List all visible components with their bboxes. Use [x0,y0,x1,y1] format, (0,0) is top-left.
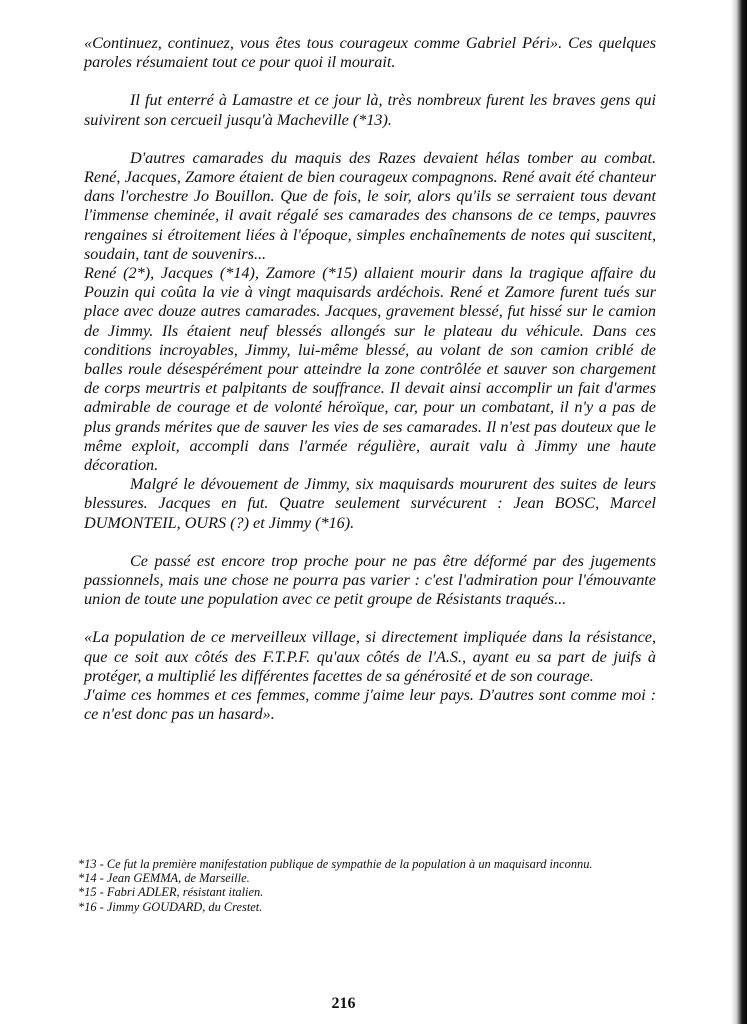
paragraph-admiration: Ce passé est encore trop proche pour ne pas être déformé par des jugements passionnels, mais une chose ne pourra pas varier : c'est l'admiration pour l'émouvante union de toute une population avec ce petit groupe de Résistants traqués... [84,551,656,609]
body-text [84,34,656,725]
paragraph-survivors: Malgré le dévouement de Jimmy, six maquisards moururent des suites de leurs blessures. Jacques en fut. Quatre seulement survécurent : Jean BOSC, Marcel DUMONTEIL, OURS (?) et Jimmy (*16). [84,475,656,532]
footnote-16: *16 - Jimmy GOUDARD, du Crestet. [78,899,263,914]
footnote-13: *13 - Ce fut la première manifestation publique de sympathie de la population à un maquisard inconnu. [78,857,593,871]
paragraph-comrades: D'autres camarades du maquis des Razes devaient hélas tomber au combat. René, Jacques, Zamore étaient de bien courageux compagnons. René avait été chanteur dans l'orchestre Jo Bouillon. Que de fois, le soir, alors qu'ils se serraient tous devant l'immense cheminée, il avait régalé ses camarades des chansons de ce temps, pauvres rengaines si étroitement liées à l'époque, simples enchaînements de notes qui suscitent, soudain, tant de souvenirs... [84,148,656,263]
footnotes [78,857,678,914]
footnote-14: *14 - Jean GEMMA, de Marseille. [78,871,250,886]
paragraph-burial: Il fut enterré à Lamastre et ce jour là, très nombreux furent les braves gens qui suivirent son cercueil jusqu'à Macheville (*13). [84,91,656,129]
paragraph-closing-quote: J'aime ces hommes et ces femmes, comme j'aime leur pays. D'autres sont comme moi : ce n'est donc pas un hasard». [84,686,656,724]
page-number: 216 [331,995,356,1012]
paragraph-village-quote: «La population de ce merveilleux village, si directement impliquée dans la résistance, que ce soit aux côtés des F.T.P.F. qu'aux côtés de l'A.S., ayant eu sa part de juifs à protéger, a multiplié les différentes facettes de sa générosité et de son courage. [84,628,656,685]
scan-shadow-edge [731,0,747,1024]
footnote-15: *15 - Fabri ADLER, résistant italien. [78,885,264,900]
paragraph-quote-peri: «Continuez, continuez, vous êtes tous courageux comme Gabriel Péri». Ces quelques paroles résumaient tout ce pour quoi il mourait. [84,34,656,72]
paragraph-pouzin-affair: René (2*), Jacques (*14), Zamore (*15) allaient mourir dans la tragique affaire du Pouzin qui coûta la vie à vingt maquisards ardéchois. René et Zamore furent tués sur place avec douze autres camarades. Jacques, gravement blessé, fut hissé sur le camion de Jimmy. Ils étaient neuf blessés allongés sur le plateau du véhicule. Dans ces conditions incroyables, Jimmy, lui-même blessé, au volant de son camion criblé de balles roule désespérément pour atteindre la zone contrôlée et sauver son chargement de corps meurtris et palpitants de souffrance. Il devait ainsi accomplir un fait d'armes admirable de courage et de volonté héroïque, car, pour un combatant, il n'y a pas de plus grands mérites que de sauver les vies de ses camarades. Il n'est pas douteux que le même exploit, accompli dans l'armée régulière, aurait valu à Jimmy une haute décoration. [84,264,656,475]
